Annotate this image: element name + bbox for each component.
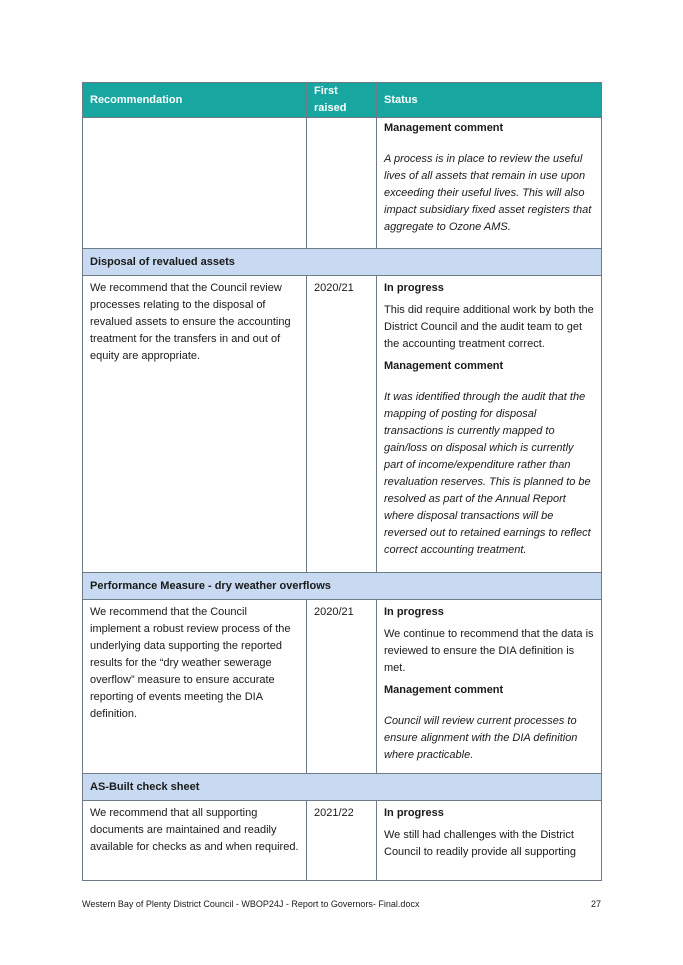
status-heading: In progress xyxy=(384,807,444,819)
status-heading: In progress xyxy=(384,606,444,618)
table-row xyxy=(83,276,602,573)
section-title: Performance Measure - dry weather overflows xyxy=(83,573,602,600)
first-raised-value: 2020/21 xyxy=(314,282,354,294)
section-title: AS-Built check sheet xyxy=(83,774,602,801)
recommendation-text: We recommend that the Council implement a robust review process of the underlying data supporting the reported results for the “dry weather sewerage overflow” measure to ensure accurate reporting of events meeting the DIA definition. xyxy=(90,606,291,720)
section-row-as-built xyxy=(83,774,602,801)
page-footer xyxy=(82,899,601,909)
status-text: We still had challenges with the District Council to readily provide all supporting xyxy=(384,829,576,858)
recommendation-text: We recommend that the Council review processes relating to the disposal of revalued assets to ensure the accounting treatment for the transfers in and out of equity are appropriate. xyxy=(90,282,291,362)
footer-page-number: 27 xyxy=(590,899,601,909)
management-comment-heading: Management comment xyxy=(384,122,504,134)
recommendation-cell xyxy=(83,600,307,774)
management-comment-text: It was identified through the audit that the mapping of posting for disposal transactions is currently mapped to gain/loss on disposal which is currently part of income/expenditure rather than revaluation reserves. This is planned to be resolved as part of the Annual Report where disposal transactions will be reversed out to retained earnings to reflect correct accounting treatment. xyxy=(384,391,591,556)
recommendation-cell xyxy=(83,801,307,881)
header-recommendation: Recommendation xyxy=(83,83,307,118)
header-status: Status xyxy=(377,83,602,118)
status-cell xyxy=(377,276,602,573)
recommendation-cell xyxy=(83,118,307,249)
table-header-row xyxy=(83,83,602,118)
status-cell xyxy=(377,801,602,881)
status-cell xyxy=(377,118,602,249)
table-row xyxy=(83,801,602,881)
management-comment-text: Council will review current processes to ensure alignment with the DIA definition where practicable. xyxy=(384,715,578,761)
first-raised-value: 2021/22 xyxy=(314,807,354,819)
section-row-disposal xyxy=(83,249,602,276)
recommendations-table xyxy=(82,82,602,881)
section-title: Disposal of revalued assets xyxy=(83,249,602,276)
first-raised-value: 2020/21 xyxy=(314,606,354,618)
first-raised-cell xyxy=(307,600,377,774)
recommendation-cell xyxy=(83,276,307,573)
section-row-dry-weather xyxy=(83,573,602,600)
status-text: This did require additional work by both the District Council and the audit team to get the accounting treatment correct. xyxy=(384,304,594,350)
footer-document-name: Western Bay of Plenty District Council - WBOP24J - Report to Governors- Final.docx xyxy=(82,899,420,909)
table-row-continued xyxy=(83,118,602,249)
status-text: We continue to recommend that the data is reviewed to ensure the DIA definition is met. xyxy=(384,628,594,674)
management-comment-heading: Management comment xyxy=(384,684,504,696)
first-raised-cell xyxy=(307,801,377,881)
first-raised-cell xyxy=(307,118,377,249)
management-comment-text: A process is in place to review the useful lives of all assets that remain in use upon exceeding their useful lives. This will also impact subsidiary fixed asset registers that aggregate to Ozone AMS. xyxy=(384,153,592,233)
recommendation-text: We recommend that all supporting documents are maintained and readily available for checks as and when required. xyxy=(90,807,299,853)
status-heading: In progress xyxy=(384,282,444,294)
first-raised-cell xyxy=(307,276,377,573)
header-first-raised: First raised xyxy=(307,83,377,118)
management-comment-heading: Management comment xyxy=(384,360,504,372)
table-row xyxy=(83,600,602,774)
status-cell xyxy=(377,600,602,774)
